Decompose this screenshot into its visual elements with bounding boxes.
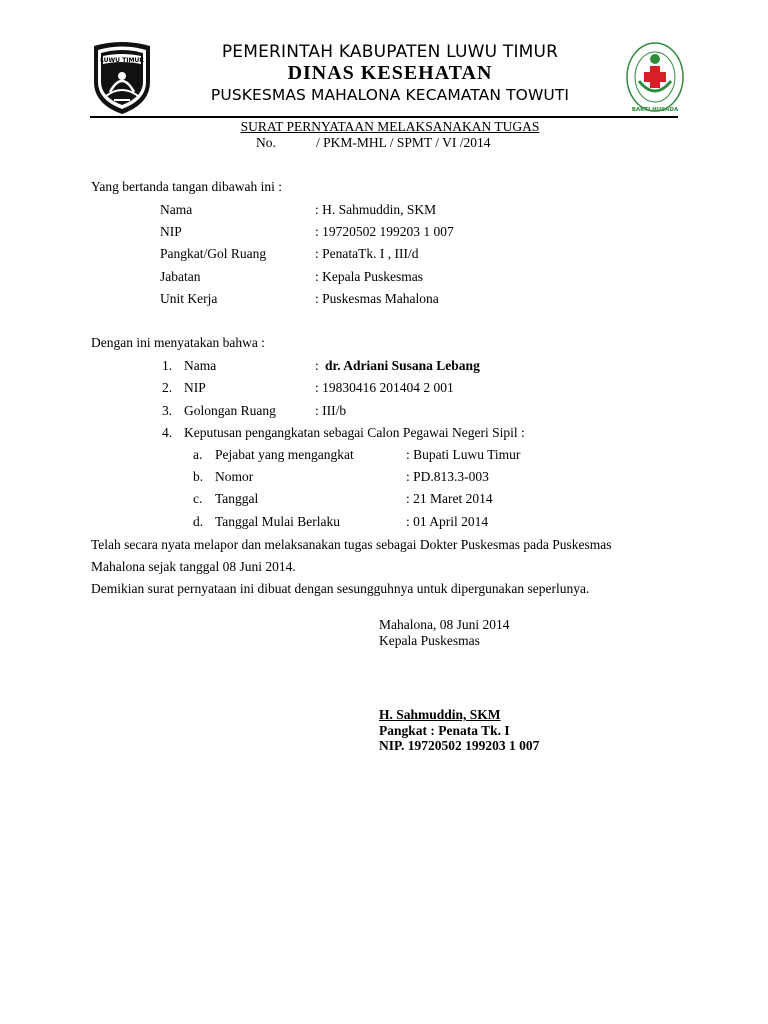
document-number-prefix: No.: [256, 135, 276, 150]
logo-text: BAKTI HUSADA: [631, 107, 679, 113]
employee-value: : III/b: [315, 403, 347, 418]
list-number: 2.: [162, 380, 173, 395]
list-number: 4.: [162, 425, 173, 440]
emblem-text: LUWU TIMUR: [100, 57, 144, 64]
signer-position: Kepala Puskesmas: [379, 633, 480, 648]
sublist-letter: b.: [193, 469, 204, 484]
decree-label: Tanggal Mulai Berlaku: [215, 514, 341, 529]
decree-value: : Bupati Luwu Timur: [406, 447, 521, 462]
employee-value: : 19830416 201404 2 001: [315, 380, 454, 395]
decree-value: : 01 April 2014: [406, 514, 489, 529]
signatory-value: : Kepala Puskesmas: [315, 269, 423, 284]
signatory-label: Pangkat/Gol Ruang: [160, 246, 267, 261]
signatory-value: : Puskesmas Mahalona: [315, 291, 439, 306]
letterhead-government: PEMERINTAH KABUPATEN LUWU TIMUR: [221, 42, 559, 62]
signatory-label: Jabatan: [160, 269, 201, 284]
sublist-letter: d.: [193, 514, 204, 529]
letterhead-divider: [90, 116, 678, 118]
sublist-letter: c.: [193, 491, 203, 506]
body-paragraph-line: Mahalona sejak tanggal 08 Juni 2014.: [91, 559, 296, 574]
employee-label: Golongan Ruang: [184, 403, 276, 418]
signatory-value: : H. Sahmuddin, SKM: [315, 202, 437, 217]
statement-intro: Dengan ini menyatakan bahwa :: [91, 335, 265, 350]
signatory-label: Unit Kerja: [160, 291, 218, 306]
place-date: Mahalona, 08 Juni 2014: [379, 617, 510, 632]
signatory-label: NIP: [160, 224, 182, 239]
sublist-letter: a.: [193, 447, 203, 462]
letterhead-department: DINAS KESEHATAN: [287, 62, 493, 84]
closing-paragraph: Demikian surat pernyataan ini dibuat dengan sesungguhnya untuk dipergunakan seperlunya.: [91, 581, 590, 596]
decree-label: Pejabat yang mengangkat: [215, 447, 354, 462]
signer-nip: NIP. 19720502 199203 1 007: [379, 738, 540, 753]
document-number: / PKM-MHL / SPMT / VI /2014: [316, 135, 491, 150]
bakti-husada-logo-icon: [625, 41, 685, 117]
employee-label: Nama: [184, 358, 217, 373]
document-title: SURAT PERNYATAAN MELAKSANAKAN TUGAS: [240, 119, 540, 134]
employee-label: Keputusan pengangkatan sebagai Calon Pegawai Negeri Sipil :: [184, 425, 525, 440]
employee-colon: :: [315, 358, 319, 373]
decree-label: Tanggal: [215, 491, 259, 506]
letterhead-institution: PUSKESMAS MAHALONA KECAMATAN TOWUTI: [210, 86, 570, 104]
list-number: 1.: [162, 358, 173, 373]
decree-label: Nomor: [215, 469, 254, 484]
signer-name: H. Sahmuddin, SKM: [379, 707, 501, 722]
body-paragraph-line: Telah secara nyata melapor dan melaksanakan tugas sebagai Dokter Puskesmas pada Puskesmas: [91, 537, 612, 552]
decree-value: : 21 Maret 2014: [406, 491, 493, 506]
signatory-intro: Yang bertanda tangan dibawah ini :: [91, 179, 282, 194]
decree-value: : PD.813.3-003: [406, 469, 489, 484]
signatory-value: : 19720502 199203 1 007: [315, 224, 454, 239]
list-number: 3.: [162, 403, 173, 418]
signatory-label: Nama: [160, 202, 193, 217]
signer-rank: Pangkat : Penata Tk. I: [379, 723, 510, 738]
employee-name: dr. Adriani Susana Lebang: [325, 358, 480, 373]
employee-label: NIP: [184, 380, 206, 395]
signatory-value: : PenataTk. I , III/d: [315, 246, 419, 261]
